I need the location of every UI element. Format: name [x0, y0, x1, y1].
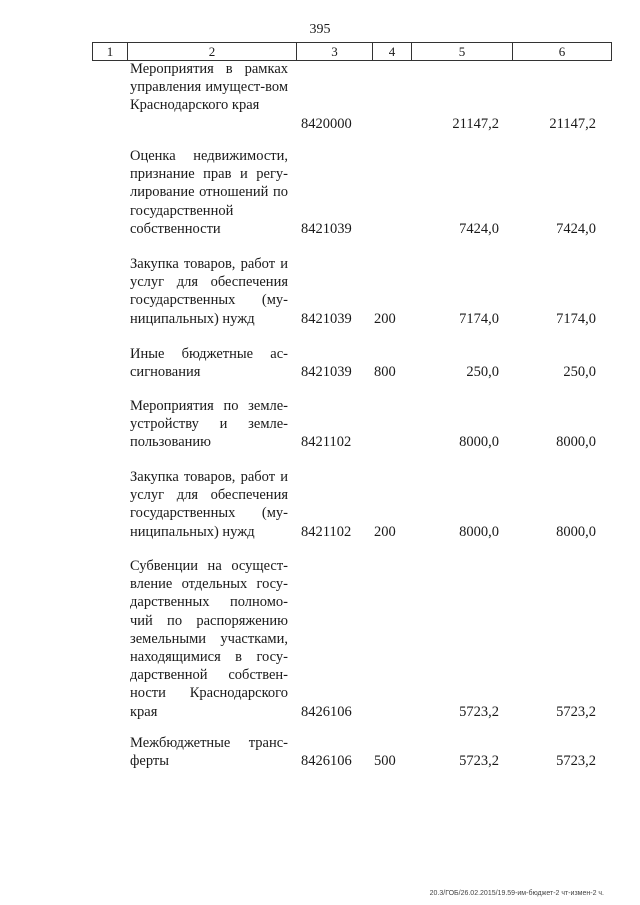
row-value-col5: 7174,0 [459, 310, 499, 327]
row-code: 8426106 [301, 753, 352, 770]
row-value-col6: 21147,2 [549, 115, 596, 132]
row-value-col5: 21147,2 [452, 115, 499, 132]
header-col-1: 1 [92, 43, 127, 60]
row-value-col6: 7174,0 [556, 310, 596, 327]
row-value-col5: 5723,2 [459, 703, 499, 720]
header-col-4: 4 [372, 43, 411, 60]
row-code: 8421039 [301, 220, 352, 237]
header-col-6: 6 [512, 43, 612, 60]
row-value-col6: 8000,0 [556, 434, 596, 451]
row-name: Мероприятия по земле-устройству и земле-пользованию [130, 398, 288, 451]
row-value-col6: 5723,2 [556, 753, 596, 770]
header-col-2: 2 [127, 43, 296, 60]
row-value-col5: 7424,0 [459, 220, 499, 237]
row-code: 8426106 [301, 703, 352, 720]
row-name: Субвенции на осущест-вление отдельных госу-дарственных полномо-чий по распоряжению земельными участками, находящимися в госу-дарственной собствен-ности Краснодарского края [130, 558, 288, 720]
row-name: Закупка товаров, работ и услуг для обеспечения государственных (му-ниципальных) нужд [130, 256, 288, 327]
row-type: 800 [374, 364, 396, 381]
row-name: Иные бюджетные ас-сигнования [130, 346, 288, 381]
row-type: 500 [374, 753, 396, 770]
table-header [92, 42, 612, 61]
row-value-col5: 250,0 [466, 364, 499, 381]
header-col-3: 3 [296, 43, 372, 60]
row-value-col6: 250,0 [563, 364, 596, 381]
row-value-col6: 8000,0 [556, 523, 596, 540]
row-code: 8421102 [301, 434, 352, 451]
page-number: 395 [309, 22, 331, 37]
row-type: 200 [374, 310, 396, 327]
row-value-col6: 7424,0 [556, 220, 596, 237]
row-name: Закупка товаров, работ и услуг для обеспечения государственных (му-ниципальных) нужд [130, 469, 288, 540]
row-name: Мероприятия в рамках управления имущест-вом Краснодарского края [130, 61, 288, 114]
row-code: 8421102 [301, 523, 352, 540]
row-code: 8421039 [301, 310, 352, 327]
row-name: Межбюджетные транс-ферты [130, 735, 288, 770]
footer-code: 20.3/ГОБ/26.02.2015/19.59-им-бюджет-2 чт-измен-2 ч. [429, 890, 604, 897]
row-code: 8420000 [301, 115, 352, 132]
row-value-col5: 5723,2 [459, 753, 499, 770]
row-type: 200 [374, 523, 396, 540]
row-value-col6: 5723,2 [556, 703, 596, 720]
row-code: 8421039 [301, 364, 352, 381]
header-col-5: 5 [411, 43, 512, 60]
row-value-col5: 8000,0 [459, 434, 499, 451]
row-value-col5: 8000,0 [459, 523, 499, 540]
row-name: Оценка недвижимости, признание прав и регу-лирование отношений по государственной собственности [130, 148, 288, 237]
